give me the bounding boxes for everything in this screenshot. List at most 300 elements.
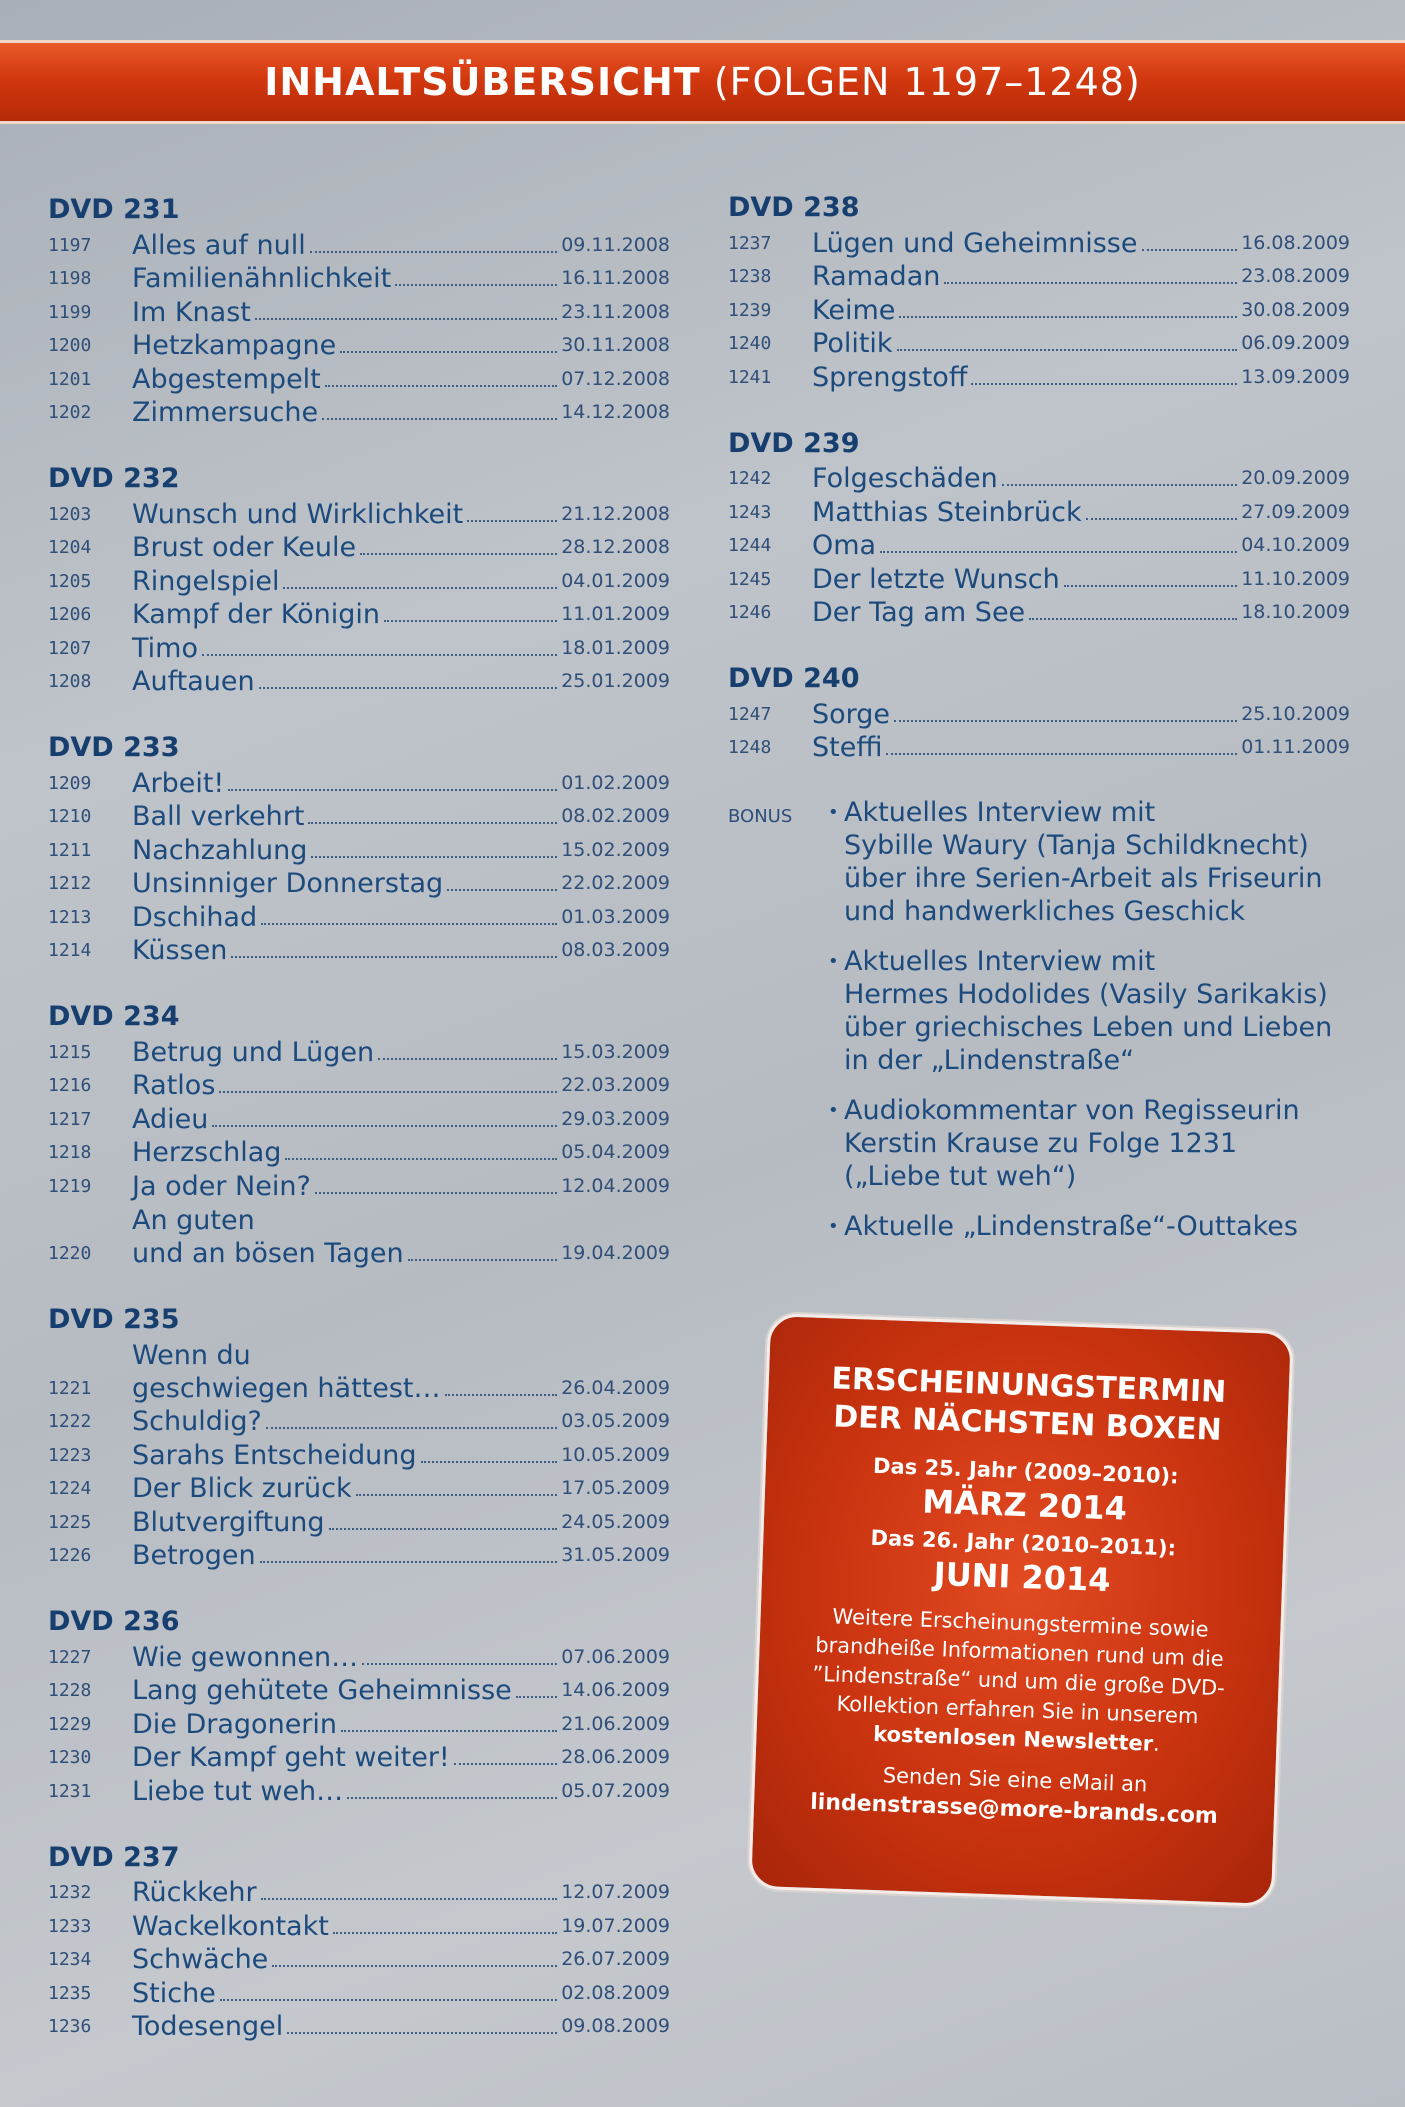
episode-row bbox=[48, 1876, 670, 1910]
right-column bbox=[728, 190, 1350, 1260]
episode-number: 1241 bbox=[728, 366, 772, 388]
episode-row bbox=[48, 1405, 670, 1439]
episode-date: 09.08.2009 bbox=[561, 2015, 670, 2037]
episode-number: 1217 bbox=[48, 1108, 92, 1130]
episode-date: 28.06.2009 bbox=[561, 1746, 670, 1768]
episode-date: 05.04.2009 bbox=[561, 1141, 670, 1163]
episode-title: Matthias Steinbrück bbox=[812, 496, 1082, 528]
dotted-leader bbox=[266, 1427, 557, 1429]
episode-title: Schwäche bbox=[132, 1944, 269, 1975]
episode-number: 1208 bbox=[48, 671, 92, 692]
episode-row bbox=[48, 631, 670, 665]
episode-title: Ja oder Nein? bbox=[132, 1170, 311, 1202]
episode-date: 27.09.2009 bbox=[1241, 500, 1350, 523]
episode-title: Ratlos bbox=[132, 1070, 216, 1101]
episode-title: Wackelkontakt bbox=[132, 1910, 329, 1942]
episode-row bbox=[48, 867, 670, 901]
episode-row bbox=[48, 1169, 670, 1203]
episode-date: 07.12.2008 bbox=[561, 367, 670, 390]
left-column bbox=[48, 192, 670, 2075]
episode-row bbox=[48, 295, 670, 329]
episode-number: 1227 bbox=[48, 1646, 92, 1668]
episode-number: 1219 bbox=[48, 1175, 92, 1197]
episode-date: 01.11.2009 bbox=[1241, 736, 1350, 758]
episode-title: Stiche bbox=[132, 1977, 216, 2009]
dvd-title: DVD 235 bbox=[48, 1303, 180, 1335]
episode-date: 04.01.2009 bbox=[561, 569, 670, 592]
episode-title: Politik bbox=[812, 328, 893, 359]
episode-title: Unsinniger Donnerstag bbox=[132, 868, 444, 899]
dotted-leader bbox=[283, 587, 557, 589]
episode-number: 1224 bbox=[48, 1478, 92, 1499]
episode-title: Wunsch und Wirklichkeit bbox=[132, 498, 464, 530]
episode-number: 1220 bbox=[48, 1242, 92, 1264]
episode-row bbox=[48, 228, 670, 262]
episode-row bbox=[48, 396, 670, 430]
episode-title: Liebe tut weh… bbox=[132, 1775, 344, 1807]
dotted-leader bbox=[231, 956, 557, 958]
episode-row bbox=[728, 562, 1350, 596]
episode-date: 23.08.2009 bbox=[1241, 265, 1350, 287]
episode-title: Keime bbox=[812, 294, 896, 326]
episode-number: 1225 bbox=[48, 1511, 92, 1533]
episode-title: Der Kampf geht weiter! bbox=[132, 1742, 450, 1773]
episode-number: 1198 bbox=[48, 268, 92, 289]
dotted-leader bbox=[1064, 585, 1237, 587]
episode-date: 12.07.2009 bbox=[561, 1881, 670, 1903]
episode-row bbox=[48, 833, 670, 867]
dotted-leader bbox=[310, 251, 557, 253]
episode-date: 13.09.2009 bbox=[1241, 365, 1350, 388]
episode-row bbox=[728, 327, 1350, 361]
episode-number: 1239 bbox=[728, 299, 772, 321]
episode-date: 11.10.2009 bbox=[1241, 567, 1350, 590]
dotted-leader bbox=[516, 1696, 557, 1698]
episode-row bbox=[48, 1102, 670, 1136]
episode-date: 22.02.2009 bbox=[561, 872, 670, 894]
episode-title: Sarahs Entscheidung bbox=[132, 1439, 417, 1471]
dvd-title: DVD 240 bbox=[728, 663, 860, 694]
episode-number: 1229 bbox=[48, 1713, 92, 1735]
episode-number: 1232 bbox=[48, 1882, 92, 1903]
episode-date: 01.03.2009 bbox=[561, 905, 670, 928]
episode-number: 1197 bbox=[48, 234, 92, 256]
episode-date: 05.07.2009 bbox=[561, 1779, 670, 1802]
episode-title: Der Blick zurück bbox=[132, 1473, 352, 1504]
dvd-block bbox=[48, 192, 670, 429]
episode-title: Blutvergiftung bbox=[132, 1506, 325, 1538]
episode-row bbox=[48, 598, 670, 632]
episode-date: 09.11.2008 bbox=[561, 233, 670, 256]
dotted-leader bbox=[329, 1528, 558, 1530]
episode-date: 25.01.2009 bbox=[561, 670, 670, 692]
header-subtitle: (FOLGEN 1197–1248) bbox=[700, 60, 1141, 104]
episode-row bbox=[48, 1909, 670, 1943]
episode-date: 14.06.2009 bbox=[561, 1679, 670, 1701]
episode-date: 22.03.2009 bbox=[561, 1074, 670, 1096]
dotted-leader bbox=[220, 1999, 557, 2001]
bonus-item-text: Aktuelle „Lindenstraße“-Outtakes bbox=[844, 1211, 1298, 1242]
episode-title: Betrug und Lügen bbox=[132, 1036, 375, 1068]
episode-row bbox=[48, 362, 670, 396]
episode-title: Herzschlag bbox=[132, 1137, 282, 1168]
episode-title: Der Tag am See bbox=[812, 597, 1026, 628]
episode-number: 1211 bbox=[48, 839, 92, 861]
episode-title: Im Knast bbox=[132, 296, 251, 328]
dotted-leader bbox=[1002, 484, 1237, 486]
dvd-block bbox=[48, 1302, 670, 1573]
newsletter-text-main: Weitere Erscheinungstermine sowie brandheiße Informationen rund um die ”Lindenstraße“ und um die große DVD-Kollektion erfahren Sie in unserem bbox=[811, 1604, 1226, 1729]
episode-date: 30.11.2008 bbox=[561, 334, 670, 356]
episode-row bbox=[48, 1640, 670, 1674]
episode-title: Der letzte Wunsch bbox=[812, 563, 1060, 595]
dvd-block bbox=[48, 461, 670, 698]
episode-row bbox=[48, 1505, 670, 1539]
episode-title: Arbeit! bbox=[132, 767, 225, 799]
episode-number: 1200 bbox=[48, 335, 92, 356]
episode-number: 1203 bbox=[48, 503, 92, 525]
dotted-leader bbox=[219, 1091, 557, 1093]
episode-title: Folgeschäden bbox=[812, 463, 998, 494]
dvd-block bbox=[728, 426, 1350, 630]
episode-date: 07.06.2009 bbox=[561, 1645, 670, 1668]
dotted-leader bbox=[894, 720, 1237, 722]
newsletter-text-bold: kostenlosen Newsletter bbox=[872, 1721, 1154, 1756]
episode-date: 08.02.2009 bbox=[561, 805, 670, 827]
episode-date: 21.06.2009 bbox=[561, 1712, 670, 1735]
dotted-leader bbox=[1029, 618, 1237, 620]
episode-title: Dschihad bbox=[132, 901, 258, 933]
episode-row bbox=[48, 665, 670, 699]
mail-address[interactable]: lindenstrasse@more-brands.com bbox=[809, 1789, 1219, 1829]
bullet-icon: • bbox=[828, 1100, 839, 1121]
episode-number: 1226 bbox=[48, 1545, 92, 1566]
dotted-leader bbox=[259, 687, 558, 689]
bonus-item bbox=[828, 1094, 1350, 1193]
newsletter-text-end: . bbox=[1152, 1731, 1161, 1756]
dotted-leader bbox=[447, 889, 557, 891]
dotted-leader bbox=[395, 284, 557, 286]
header-title: INHALTSÜBERSICHT bbox=[264, 60, 701, 104]
episode-title: Lügen und Geheimnisse bbox=[812, 227, 1138, 259]
episode-title: Zimmersuche bbox=[132, 397, 319, 428]
episode-title: Rückkehr bbox=[132, 1877, 257, 1908]
episode-row bbox=[728, 596, 1350, 630]
episode-title: Todesengel bbox=[132, 2011, 284, 2042]
episode-number: 1207 bbox=[48, 637, 92, 659]
episode-row bbox=[48, 1136, 670, 1170]
mail-intro: Senden Sie eine eMail an bbox=[882, 1763, 1148, 1797]
dotted-leader bbox=[360, 553, 557, 555]
dvd-title: DVD 237 bbox=[48, 1841, 180, 1873]
episode-number: 1206 bbox=[48, 604, 92, 625]
newsletter-text bbox=[756, 1600, 1281, 1763]
dotted-leader bbox=[322, 418, 557, 420]
dotted-leader bbox=[347, 1797, 557, 1799]
episode-date: 11.01.2009 bbox=[561, 603, 670, 625]
episode-row bbox=[48, 1203, 670, 1270]
episode-date: 23.11.2008 bbox=[561, 300, 670, 323]
dotted-leader bbox=[467, 520, 557, 522]
episode-date: 04.10.2009 bbox=[1241, 534, 1350, 556]
dotted-leader bbox=[445, 1394, 558, 1396]
episode-number: 1234 bbox=[48, 1949, 92, 1970]
dvd-title: DVD 238 bbox=[728, 192, 860, 223]
episode-date: 30.08.2009 bbox=[1241, 298, 1350, 321]
year26-date: JUNI 2014 bbox=[933, 1554, 1112, 1600]
release-info-box bbox=[748, 1313, 1294, 1907]
bullet-icon: • bbox=[828, 951, 839, 972]
episode-number: 1235 bbox=[48, 1982, 92, 2004]
episode-date: 06.09.2009 bbox=[1241, 332, 1350, 354]
episode-title: Alles auf null bbox=[132, 229, 306, 261]
episode-row bbox=[48, 934, 670, 968]
dvd-title: DVD 234 bbox=[48, 1001, 180, 1032]
episode-number: 1247 bbox=[728, 703, 772, 725]
episode-title: An guten und an bösen Tagen bbox=[132, 1204, 404, 1269]
episode-number: 1212 bbox=[48, 873, 92, 894]
episode-date: 20.09.2009 bbox=[1241, 467, 1350, 489]
episode-number: 1221 bbox=[48, 1377, 92, 1399]
episode-row bbox=[48, 497, 670, 531]
episode-title: Ringelspiel bbox=[132, 565, 280, 597]
episode-date: 24.05.2009 bbox=[561, 1510, 670, 1533]
episode-number: 1242 bbox=[728, 468, 772, 489]
dotted-leader bbox=[340, 351, 557, 353]
episode-title: Oma bbox=[812, 530, 877, 561]
episode-number: 1201 bbox=[48, 368, 92, 390]
episode-number: 1210 bbox=[48, 806, 92, 827]
dotted-leader bbox=[287, 2032, 557, 2034]
bonus-item bbox=[828, 796, 1350, 928]
episode-number: 1238 bbox=[728, 266, 772, 287]
bonus-item-text: Aktuelles Interview mit Sybille Waury (Tanja Schildknecht) über ihre Serien-Arbeit als Friseurin und handwerkliches Geschick bbox=[844, 797, 1323, 927]
dotted-leader bbox=[202, 654, 557, 656]
episode-number: 1209 bbox=[48, 772, 92, 794]
dotted-leader bbox=[971, 383, 1237, 385]
dotted-leader bbox=[880, 551, 1237, 553]
episode-date: 03.05.2009 bbox=[561, 1410, 670, 1432]
episode-row bbox=[48, 1438, 670, 1472]
bullet-icon: • bbox=[828, 802, 839, 823]
episode-row bbox=[48, 1674, 670, 1708]
dotted-leader bbox=[308, 822, 557, 824]
dotted-leader bbox=[899, 316, 1237, 318]
episode-number: 1237 bbox=[728, 232, 772, 254]
episode-number: 1240 bbox=[728, 333, 772, 354]
episode-number: 1228 bbox=[48, 1680, 92, 1701]
dotted-leader bbox=[1142, 249, 1238, 251]
episode-title: Betrogen bbox=[132, 1540, 256, 1571]
episode-row bbox=[728, 697, 1350, 731]
dotted-leader bbox=[384, 620, 557, 622]
episode-row bbox=[48, 766, 670, 800]
episode-row bbox=[728, 260, 1350, 294]
episode-number: 1245 bbox=[728, 568, 772, 590]
dotted-leader bbox=[261, 923, 557, 925]
dvd-title: DVD 233 bbox=[48, 732, 180, 763]
episode-date: 08.03.2009 bbox=[561, 939, 670, 961]
bonus-item-text: Aktuelles Interview mit Hermes Hodolides (Vasily Sarikakis) über griechisches Leben und Lieben in der „Lindenstraße“ bbox=[844, 946, 1333, 1076]
episode-title: Ramadan bbox=[812, 261, 941, 292]
dotted-leader bbox=[333, 1932, 557, 1934]
dotted-leader bbox=[886, 753, 1237, 755]
dotted-leader bbox=[356, 1494, 558, 1496]
mail-block bbox=[754, 1757, 1276, 1833]
dotted-leader bbox=[261, 1898, 558, 1900]
episode-row bbox=[728, 495, 1350, 529]
episode-row bbox=[728, 529, 1350, 563]
dotted-leader bbox=[454, 1763, 557, 1765]
episode-title: Sprengstoff bbox=[812, 361, 968, 393]
dvd-title: DVD 239 bbox=[728, 427, 860, 459]
dotted-leader bbox=[325, 385, 557, 387]
dvd-title: DVD 231 bbox=[48, 194, 180, 225]
episode-number: 1231 bbox=[48, 1780, 92, 1802]
dvd-block bbox=[48, 1604, 670, 1808]
episode-title: Wie gewonnen… bbox=[132, 1641, 359, 1673]
bonus-label: BONUS bbox=[728, 806, 793, 827]
year25-label: Das 25. Jahr (2009–2010): bbox=[872, 1453, 1179, 1489]
episode-number: 1214 bbox=[48, 940, 92, 961]
episode-date: 10.05.2009 bbox=[561, 1443, 670, 1466]
dotted-leader bbox=[272, 1965, 557, 1967]
dotted-leader bbox=[897, 349, 1238, 351]
dotted-leader bbox=[378, 1058, 557, 1060]
dotted-leader bbox=[1086, 518, 1238, 520]
episode-title: Steffi bbox=[812, 732, 883, 763]
episode-date: 17.05.2009 bbox=[561, 1477, 670, 1499]
episode-number: 1222 bbox=[48, 1411, 92, 1432]
episode-date: 18.10.2009 bbox=[1241, 601, 1350, 623]
dotted-leader bbox=[255, 318, 557, 320]
episode-date: 12.04.2009 bbox=[561, 1174, 670, 1197]
episode-number: 1236 bbox=[48, 2016, 92, 2037]
dvd-block bbox=[728, 661, 1350, 764]
dotted-leader bbox=[362, 1663, 557, 1665]
episode-row bbox=[48, 1707, 670, 1741]
episode-row bbox=[48, 2010, 670, 2044]
episode-row bbox=[728, 731, 1350, 765]
episode-row bbox=[48, 1472, 670, 1506]
episode-date: 28.12.2008 bbox=[561, 536, 670, 558]
episode-date: 26.04.2009 bbox=[561, 1376, 670, 1399]
dotted-leader bbox=[408, 1259, 558, 1261]
episode-row bbox=[48, 800, 670, 834]
episode-number: 1218 bbox=[48, 1142, 92, 1163]
episode-date: 15.02.2009 bbox=[561, 838, 670, 861]
episode-title: Wenn du geschwiegen hättest… bbox=[132, 1339, 441, 1404]
episode-row bbox=[48, 1741, 670, 1775]
year25-date: MÄRZ 2014 bbox=[921, 1482, 1128, 1528]
dotted-leader bbox=[260, 1561, 558, 1563]
year26-label: Das 26. Jahr (2010–2011): bbox=[870, 1525, 1177, 1561]
episode-title: Schuldig? bbox=[132, 1406, 262, 1437]
episode-number: 1202 bbox=[48, 402, 92, 423]
dvd-title: DVD 232 bbox=[48, 463, 180, 494]
episode-number: 1205 bbox=[48, 570, 92, 592]
episode-number: 1199 bbox=[48, 301, 92, 323]
episode-title: Kampf der Königin bbox=[132, 599, 380, 630]
dvd-title: DVD 236 bbox=[48, 1606, 180, 1637]
dotted-leader bbox=[311, 856, 557, 858]
episode-title: Lang gehütete Geheimnisse bbox=[132, 1675, 512, 1706]
episode-date: 26.07.2009 bbox=[561, 1948, 670, 1970]
episode-number: 1213 bbox=[48, 906, 92, 928]
episode-date: 02.08.2009 bbox=[561, 1981, 670, 2004]
episode-date: 31.05.2009 bbox=[561, 1544, 670, 1566]
episode-row bbox=[728, 462, 1350, 496]
episode-row bbox=[728, 226, 1350, 260]
header-banner bbox=[0, 40, 1405, 124]
episode-number: 1246 bbox=[728, 602, 772, 623]
dotted-leader bbox=[421, 1461, 558, 1463]
dotted-leader bbox=[315, 1192, 557, 1194]
episode-number: 1244 bbox=[728, 535, 772, 556]
episode-date: 16.08.2009 bbox=[1241, 231, 1350, 254]
episode-title: Küssen bbox=[132, 935, 228, 966]
release-box-heading: ERSCHEINUNGSTERMIN DER NÄCHSTEN BOXEN bbox=[830, 1361, 1227, 1448]
episode-row bbox=[48, 1035, 670, 1069]
episode-date: 14.12.2008 bbox=[561, 401, 670, 423]
episode-row bbox=[48, 262, 670, 296]
episode-row bbox=[48, 1976, 670, 2010]
bonus-item-text: Audiokommentar von Regisseurin Kerstin Krause zu Folge 1231 („Liebe tut weh“) bbox=[844, 1095, 1300, 1192]
episode-number: 1230 bbox=[48, 1747, 92, 1768]
episode-row bbox=[48, 1539, 670, 1573]
episode-date: 19.07.2009 bbox=[561, 1914, 670, 1937]
episode-title: Brust oder Keule bbox=[132, 532, 357, 563]
episode-row bbox=[48, 564, 670, 598]
episode-title: Familienähnlichkeit bbox=[132, 263, 392, 294]
episode-title: Ball verkehrt bbox=[132, 801, 305, 832]
bullet-icon: • bbox=[828, 1216, 839, 1237]
episode-title: Die Dragonerin bbox=[132, 1708, 338, 1740]
episode-number: 1204 bbox=[48, 537, 92, 558]
bonus-section bbox=[728, 796, 1350, 1260]
episode-date: 16.11.2008 bbox=[561, 267, 670, 289]
episode-row bbox=[48, 1338, 670, 1405]
episode-number: 1248 bbox=[728, 737, 772, 758]
episode-number: 1215 bbox=[48, 1041, 92, 1063]
episode-title: Adieu bbox=[132, 1103, 209, 1135]
episode-title: Timo bbox=[132, 632, 198, 664]
bonus-list bbox=[828, 796, 1350, 1260]
dotted-leader bbox=[944, 282, 1237, 284]
episode-date: 01.02.2009 bbox=[561, 771, 670, 794]
episode-date: 25.10.2009 bbox=[1241, 702, 1350, 725]
episode-date: 18.01.2009 bbox=[561, 636, 670, 659]
episode-number: 1223 bbox=[48, 1444, 92, 1466]
dvd-block bbox=[728, 190, 1350, 394]
dotted-leader bbox=[285, 1158, 557, 1160]
episode-number: 1216 bbox=[48, 1075, 92, 1096]
episode-title: Hetzkampagne bbox=[132, 330, 337, 361]
episode-row bbox=[48, 1069, 670, 1103]
dvd-block bbox=[48, 1840, 670, 2044]
episode-row bbox=[48, 1774, 670, 1808]
episode-date: 15.03.2009 bbox=[561, 1040, 670, 1063]
dotted-leader bbox=[228, 789, 557, 791]
dvd-block bbox=[48, 999, 670, 1270]
episode-row bbox=[48, 531, 670, 565]
episode-title: Auftauen bbox=[132, 666, 255, 697]
dvd-block bbox=[48, 730, 670, 967]
bonus-item bbox=[828, 1210, 1350, 1243]
episode-row bbox=[728, 293, 1350, 327]
episode-number: 1243 bbox=[728, 501, 772, 523]
episode-title: Sorge bbox=[812, 698, 891, 730]
